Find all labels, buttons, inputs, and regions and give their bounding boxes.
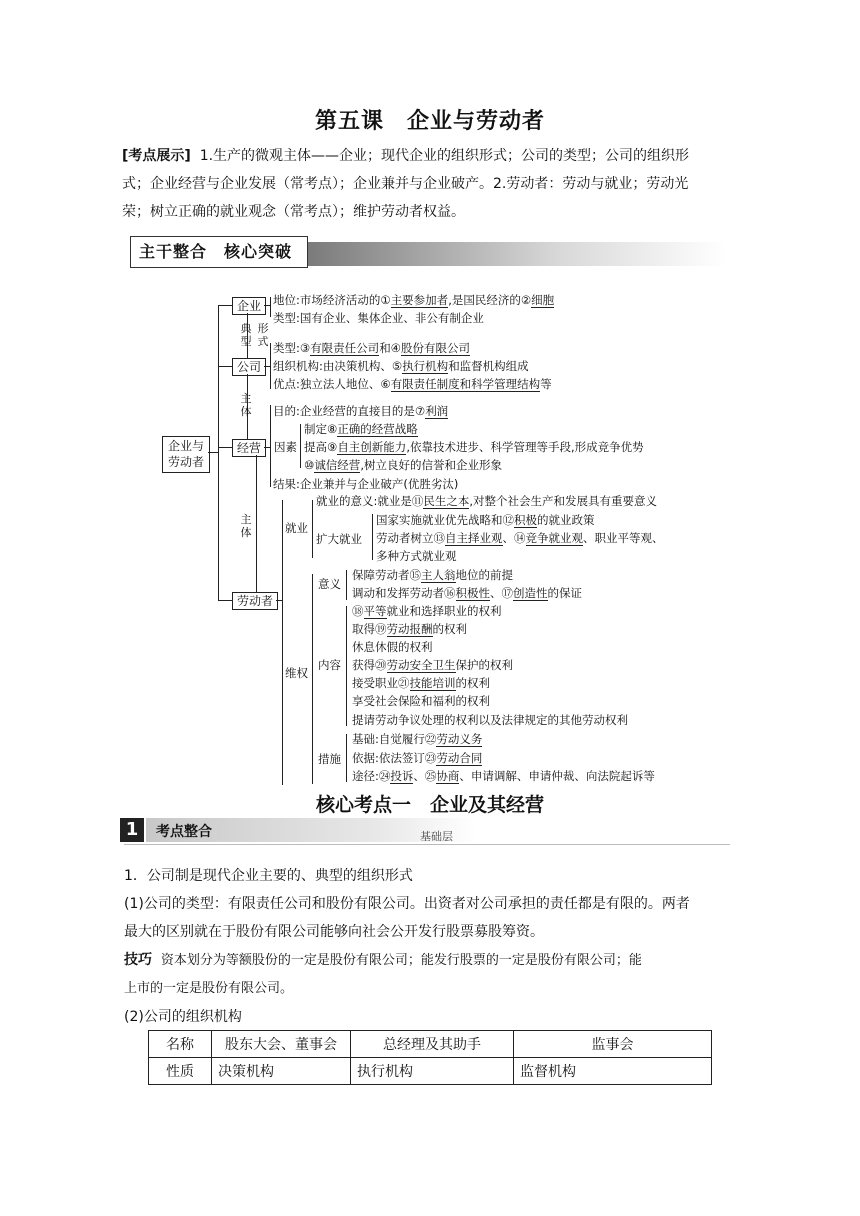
mm-line-9: ⑩诚信经营,树立良好的信誉和企业形象 [304,458,502,472]
label-dianxing: 典型 [240,322,252,348]
section-2-label: 考点整合 [156,824,212,840]
node-jingying: 经营 [232,439,266,457]
table-cell: 股东大会、董事会 [212,1031,351,1058]
table-cell: 决策机构 [212,1058,351,1085]
mm-line-26: 途径:㉔投诉、㉕协商、申请调解、申请仲裁、向法院起诉等 [352,769,655,783]
label-xingshi: 形式 [257,322,269,348]
table-cell: 总经理及其助手 [351,1031,514,1058]
intro-line-3: 荣；树立正确的就业观念（常考点）；维护劳动者权益。 [122,204,465,220]
mm-line-25: 依据:依法签订㉓劳动合同 [352,751,483,765]
mm-line-15: 保障劳动者⑮主人翁地位的前提 [352,568,513,582]
mm-line-13: 劳动者树立⑬自主择业观、⑭竞争就业观、职业平等观、 [376,531,664,545]
mm-line-17: ⑱平等就业和选择职业的权利 [352,604,502,618]
mm-line-10: 结果:企业兼并与企业破产(优胜劣汰) [273,477,459,491]
section-2-number: 1 [120,818,144,842]
body-p3: (2)公司的组织机构 [124,1009,242,1025]
intro-tag: [考点展示] [122,148,191,164]
body-p2a: (1)公司的类型：有限责任公司和股份有限公司。出资者对公司承担的责任都是有限的。两者 [124,896,690,912]
mm-line-7: 制定⑧正确的经营战略 [304,422,418,436]
table-cell: 执行机构 [351,1058,514,1085]
label-zhuti-1: 主体 [240,392,252,418]
node-gongsi: 公司 [232,358,266,376]
tip-a: 资本划分为等额股份的一定是股份有限公司；能发行股票的一定是股份有限公司；能 [160,953,642,968]
table-row [149,1031,712,1058]
mm-line-14: 多种方式就业观 [376,549,457,563]
label-jiuye: 就业 [285,521,308,535]
mm-line-20: 获得⑳劳动安全卫生保护的权利 [352,658,513,672]
section-2-rule [124,844,730,845]
mm-line-2: 类型:国有企业、集体企业、非公有制企业 [273,311,484,325]
table-cell: 监事会 [514,1031,712,1058]
node-laodongzhe: 劳动者 [232,592,278,610]
mm-line-11: 就业的意义:就业是⑪民生之本,对整个社会生产和发展具有重要意义 [316,494,658,508]
mm-line-24: 基础:自觉履行㉒劳动义务 [352,732,483,746]
body-p1: 1．公司制是现代企业主要的、典型的组织形式 [124,868,413,884]
node-root: 企业与劳动者 [162,436,210,473]
mm-line-16: 调动和发挥劳动者⑯积极性、⑰创造性的保证 [352,586,582,600]
mm-line-4: 组织机构:由决策机构、⑤执行机构和监督机构组成 [273,359,529,373]
body-text [124,862,744,1031]
tip-label: 技巧 [124,952,152,968]
mm-line-8: 提高⑨自主创新能力,依靠技术进步、科学管理等手段,形成竞争优势 [304,440,644,454]
label-yiyi: 意义 [318,577,341,591]
page-title: 第五课 企业与劳动者 [314,109,545,134]
table-row [149,1058,712,1085]
table-cell: 性质 [149,1058,212,1085]
section-title: 核心考点一 企业及其经营 [315,794,544,816]
banner-label: 主干整合 核心突破 [130,236,308,268]
node-qiye: 企业 [232,297,266,315]
org-table [148,1030,712,1085]
mm-line-6: 目的:企业经营的直接目的是⑦利润 [273,404,449,418]
label-yinsu: 因素 [274,440,297,454]
mm-line-5: 优点:独立法人地位、⑥有限责任制度和科学管理结构等 [273,377,552,391]
mm-line-12: 国家实施就业优先战略和⑫积极的就业政策 [376,513,595,527]
intro-line-1: 1.生产的微观主体——企业；现代企业的组织形式；公司的类型；公司的组织形 [199,148,690,164]
mm-line-3: 类型:③有限责任公司和④股份有限公司 [273,341,470,355]
mm-line-21: 接受职业㉑技能培训的权利 [352,676,490,690]
intro-line-2: 式；企业经营与企业发展（常考点）；企业兼并与企业破产。2.劳动者：劳动与就业；劳动光 [122,176,689,192]
mm-line-18: 取得⑲劳动报酬的权利 [352,622,467,636]
table-cell: 名称 [149,1031,212,1058]
section-2-level: 基础层 [420,830,453,843]
mm-line-22: 享受社会保险和福利的权利 [352,694,490,708]
body-p2b: 最大的区别就在于股份有限公司能够向社会公开发行股票募股筹资。 [124,924,544,940]
mm-line-19: 休息休假的权利 [352,640,433,654]
label-weiquan: 维权 [285,666,308,680]
table-cell: 监督机构 [514,1058,712,1085]
label-cuoshi: 措施 [318,752,341,766]
mm-line-1: 地位:市场经济活动的①主要参加者,是国民经济的②细胞 [273,293,555,307]
mm-line-23: 提请劳动争议处理的权利以及法律规定的其他劳动权利 [352,713,628,727]
label-zhuti-2: 主体 [240,513,252,539]
label-kuoda: 扩大就业 [316,532,362,546]
label-neirong: 内容 [318,658,341,672]
tip-b: 上市的一定是股份有限公司。 [124,981,294,996]
